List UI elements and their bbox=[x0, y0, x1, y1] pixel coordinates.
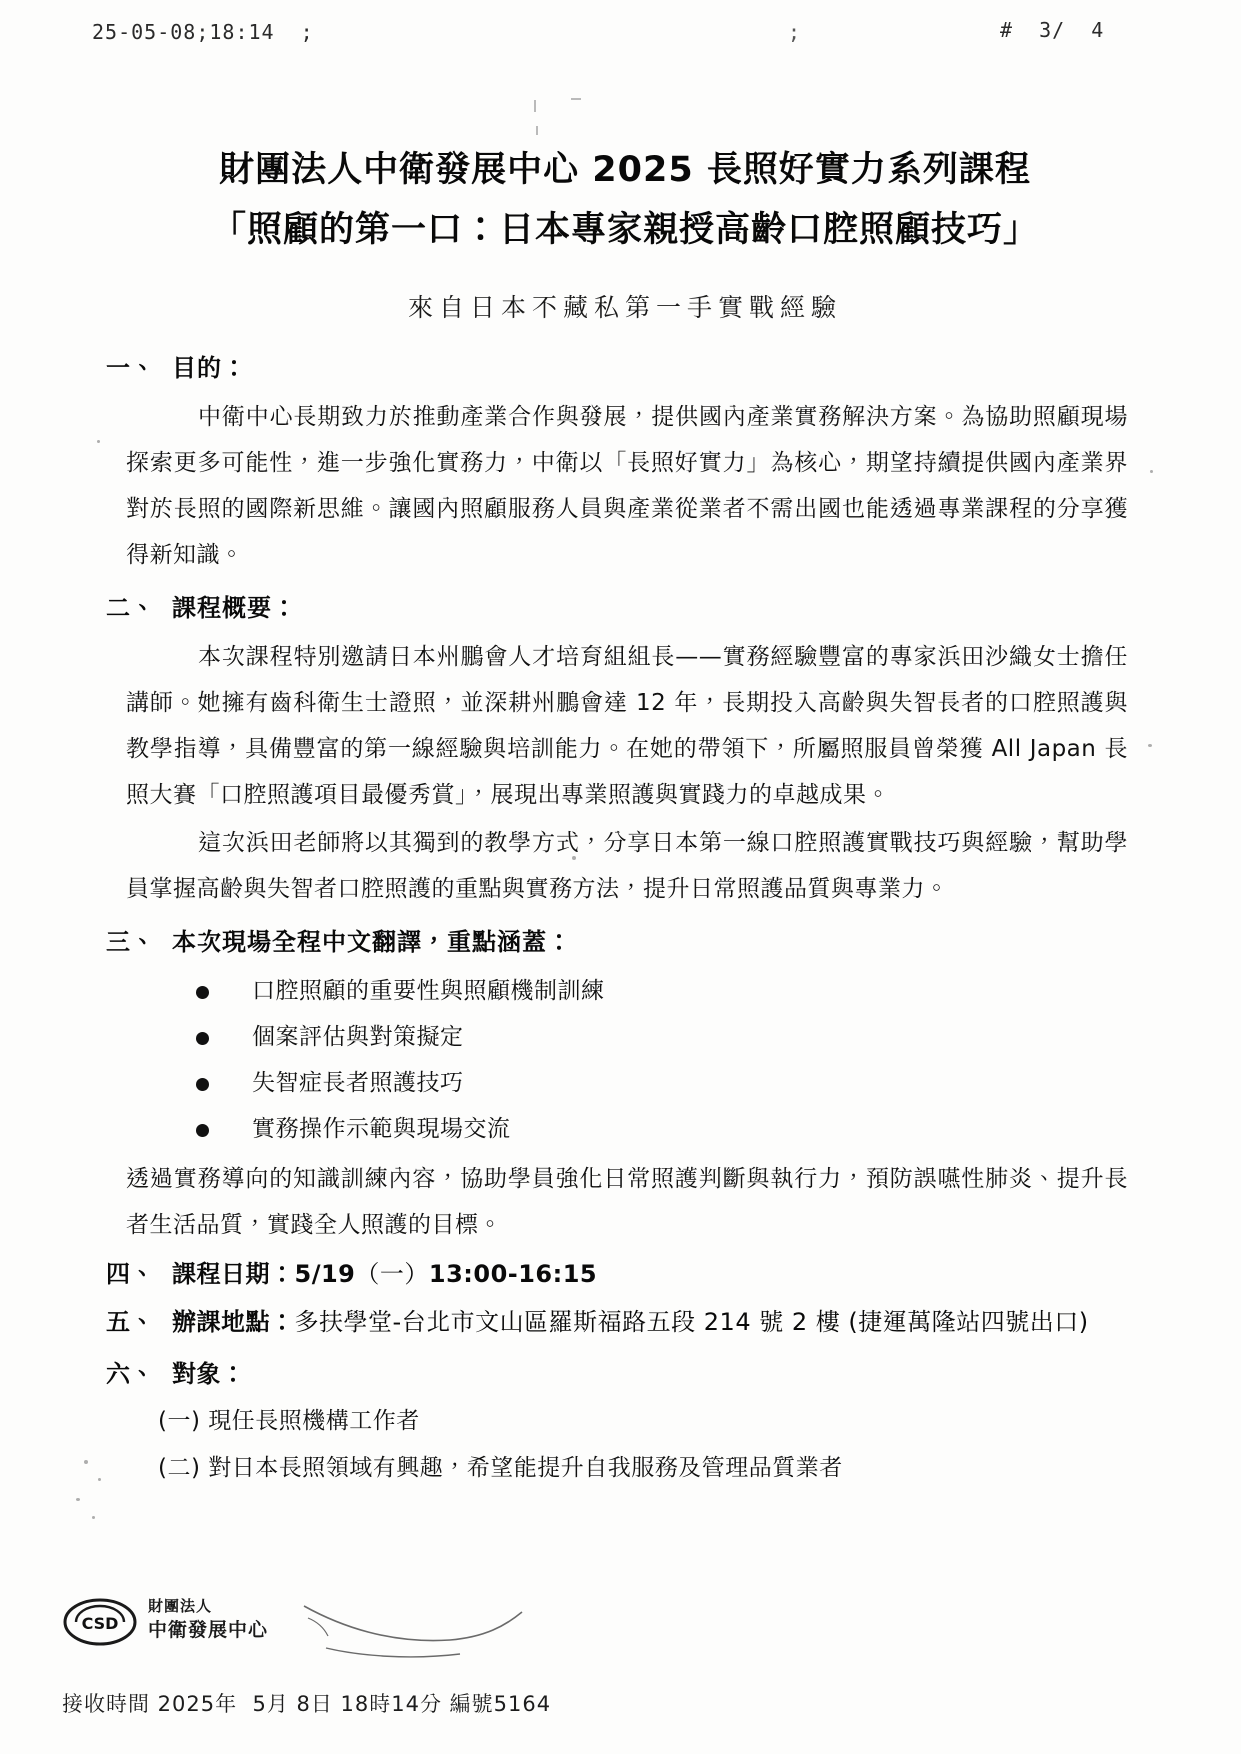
csd-logo-icon bbox=[62, 1596, 138, 1648]
audience-item-2: (二) 對日本長照領域有興趣，希望能提升自我服務及管理品質業者 bbox=[158, 1455, 843, 1481]
list-item: 實務操作示範與現場交流 bbox=[196, 1106, 1136, 1152]
section-title-1: 目的： bbox=[172, 354, 247, 382]
course-date-label: 課程日期： bbox=[172, 1260, 295, 1288]
logo-line-1: 財團法人 bbox=[148, 1597, 213, 1615]
document-subtitle: 來自日本不藏私第一手實戰經驗 bbox=[407, 293, 842, 322]
fax-page-mark: # 3/ 4 bbox=[1000, 18, 1105, 42]
course-date-value: 5/19 bbox=[294, 1260, 356, 1288]
section-number-2: 二、 bbox=[106, 594, 156, 622]
course-venue-value: 多扶學堂-台北市文山區羅斯福路五段 214 號 2 樓 (捷運萬隆站四號出口) bbox=[294, 1308, 1089, 1336]
logo-line-2: 中衛發展中心 bbox=[148, 1619, 269, 1641]
course-weekday: （一） bbox=[355, 1260, 429, 1288]
section-number-4: 四、 bbox=[106, 1260, 155, 1288]
logo-wordmark bbox=[148, 1594, 268, 1642]
section-number-6: 六、 bbox=[106, 1360, 155, 1388]
audience-label: 對象： bbox=[172, 1360, 246, 1388]
section-number-3: 三、 bbox=[106, 928, 156, 956]
course-date-row bbox=[106, 1250, 1136, 1298]
section-heading-3 bbox=[106, 922, 1136, 962]
list-item: 口腔照顧的重要性與照顧機制訓練 bbox=[196, 968, 1136, 1014]
list-item: 失智症長者照護技巧 bbox=[196, 1060, 1136, 1106]
section-1-paragraph: 中衛中心長期致力於推動產業合作與發展，提供國內產業實務解決方案。為協助照顧現場探索更多可能性，進一步強化實務力，中衛以「長照好實力」為核心，期望持續提供國內產業界對於長照的國際新思維。讓國內照顧服務人員與產業從業者不需出國也能透過專業課程的分享獲得新知識。 bbox=[126, 404, 1128, 568]
document-title bbox=[120, 140, 1130, 260]
document-content bbox=[106, 338, 1136, 1492]
section-heading-1 bbox=[106, 348, 1136, 388]
fax-receipt-footer: 接收時間 2025年 5月 8日 18時14分 編號5164 bbox=[62, 1692, 552, 1716]
course-venue-row bbox=[106, 1298, 1136, 1346]
audience-row bbox=[106, 1350, 1136, 1398]
handwriting-scribble-artifact bbox=[300, 1600, 530, 1670]
fax-timestamp-stamp: 25-05-08;18:14 ; bbox=[92, 20, 314, 44]
section-number-1: 一、 bbox=[106, 354, 156, 382]
section-2-paragraph-2: 這次浜田老師將以其獨到的教學方式，分享日本第一線口腔照護實戰技巧與經驗，幫助學員掌握高齡與失智者口腔照護的重點與實務方法，提升日常照護品質與專業力。 bbox=[126, 830, 1128, 902]
section-title-2: 課程概要： bbox=[172, 594, 297, 622]
course-time-value: 13:00-16:15 bbox=[428, 1260, 598, 1288]
title-line-2: 「照顧的第一口：日本專家親授高齡口腔照顧技巧」 bbox=[210, 210, 1039, 250]
section-title-3: 本次現場全程中文翻譯，重點涵蓋： bbox=[172, 928, 572, 956]
csd-logo-text: CSD bbox=[81, 1614, 119, 1633]
section-heading-2 bbox=[106, 588, 1136, 628]
audience-item-1: (一) 現任長照機構工作者 bbox=[158, 1408, 420, 1434]
section-3-closing-paragraph: 透過實務導向的知識訓練內容，協助學員強化日常照護判斷與執行力，預防誤嚥性肺炎、提升長者生活品質，實踐全人照護的目標。 bbox=[126, 1166, 1128, 1238]
title-line-1: 財團法人中衛發展中心 2025 長照好實力系列課程 bbox=[219, 150, 1031, 190]
section-number-5: 五、 bbox=[106, 1308, 155, 1336]
section-3-bullet-list bbox=[106, 968, 1136, 1152]
fax-mid-mark: ; bbox=[788, 20, 802, 44]
section-2-paragraph-1: 本次課程特別邀請日本州鵬會人才培育組組長——實務經驗豐富的專家浜田沙織女士擔任講師。她擁有齒科衛生士證照，並深耕州鵬會達 12 年，長期投入高齡與失智長者的口腔照護與教學指導，具備豐富的第一線經驗與培訓能力。在她的帶領下，所屬照服員曾榮獲 All Japan 長照大賽「口腔照護項目最優秀賞」，展現出專業照護與實踐力的卓越成果。 bbox=[126, 644, 1128, 808]
list-item: 個案評估與對策擬定 bbox=[196, 1014, 1136, 1060]
course-venue-label: 辦課地點： bbox=[172, 1308, 295, 1336]
